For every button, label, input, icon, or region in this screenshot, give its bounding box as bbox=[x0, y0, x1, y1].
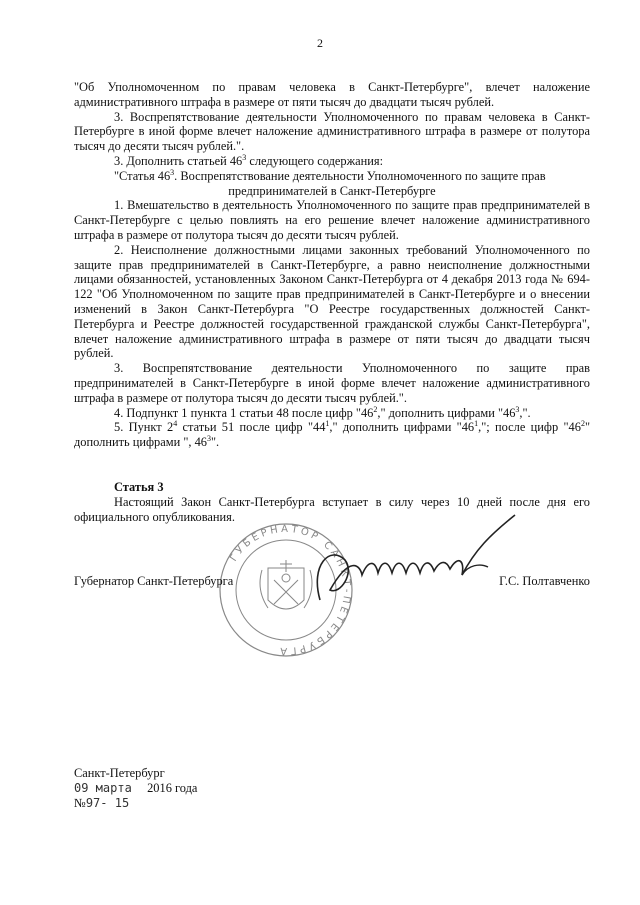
governor-signature bbox=[290, 505, 530, 615]
page-number: 2 bbox=[317, 36, 323, 50]
document-body bbox=[74, 80, 590, 524]
paragraph-5: 5. Пункт $2^4$ статьи 51 после цифр "$44^1$," дополнить цифрами "$46^1$,"; после цифр "$46^2$" дополнить цифрами ", $46^3$". bbox=[74, 419, 590, 450]
paragraph-2: 3. Воспрепятствование деятельности Уполномоченного по правам человека в Санкт-Петербурге в иной форме влечет наложение административного штрафа в размере от полутора тысяч до десяти тысяч рублей.". bbox=[74, 109, 590, 154]
article-46-3-title: "Статья $46^3$. Воспрепятствование деятельности Уполномоченного по защите прав bbox=[114, 167, 546, 183]
article-item-2: 2. Неисполнение должностными лицами законных требований Уполномоченного по защите прав предпринимателей в Санкт-Петербурге, а равно неисполнение должностными лицами обязанностей, установленных Законом Санкт-Петербурга от 4 декабря 2013 года № 694-122 "Об Уполномоченном по защите прав предпринимателей в Санкт-Петербурге и о внесении изменений в Закон Санкт-Петербурга "О Реестре государственных должностей Санкт-Петербурга и Реестре должностей государственной гражданской службы Санкт-Петербурга", влечет наложение административного штрафа в размере от пяти тысяч до двадцати тысяч рублей. bbox=[74, 242, 590, 361]
paragraph-4: 4. Подпункт 1 пункта 1 статьи 48 после цифр "$46^2$," дополнить цифрами "$46^3$,". bbox=[114, 404, 531, 420]
svg-text:ГУБЕРНАТОР САНКТ-ПЕТЕРБУРГА: ГУБЕРНАТОР САНКТ-ПЕТЕРБУРГА bbox=[228, 523, 353, 657]
law-number: №97- 15 bbox=[74, 796, 130, 810]
date-day-month: 09 марта bbox=[74, 781, 132, 795]
paragraph-3: 3. Дополнить статьей $46^3$ следующего содержания: bbox=[114, 152, 384, 168]
article-46-3-title-line2: предпринимателей в Санкт-Петербурге bbox=[228, 183, 436, 198]
article-item-1: 1. Вмешательство в деятельность Уполномоченного по защите прав предпринимателей в Санкт-Петербурге с целью повлиять на его решение влечет наложение административного штрафа в размере от полутора тысяч до десяти тысяч рублей. bbox=[74, 198, 590, 242]
date-year: 2016 года bbox=[147, 781, 198, 795]
city: Санкт-Петербург bbox=[74, 766, 165, 780]
date-row bbox=[74, 781, 374, 796]
article-3-text: Настоящий Закон Санкт-Петербурга вступает в силу через 10 дней после дня его официального опубликования. bbox=[74, 494, 590, 524]
governor-name: Г.С. Полтавченко bbox=[499, 574, 590, 588]
article-3-heading: Статья 3 bbox=[114, 479, 164, 494]
article-item-3: 3. Воспрепятствование деятельности Уполномоченного по защите прав предпринимателей в Санкт-Петербурге в иной форме влечет наложение административного штрафа в размере от полутора тысяч до десяти тысяч рублей.". bbox=[74, 361, 590, 405]
paragraph-1: "Об Уполномоченном по правам человека в Санкт-Петербурге", влечет наложение административного штрафа в размере от пяти тысяч до двадцати тысяч рублей. bbox=[74, 80, 590, 109]
signature-block bbox=[74, 574, 590, 590]
governor-title: Губернатор Санкт-Петербурга bbox=[74, 574, 234, 588]
document-footer bbox=[74, 766, 374, 811]
